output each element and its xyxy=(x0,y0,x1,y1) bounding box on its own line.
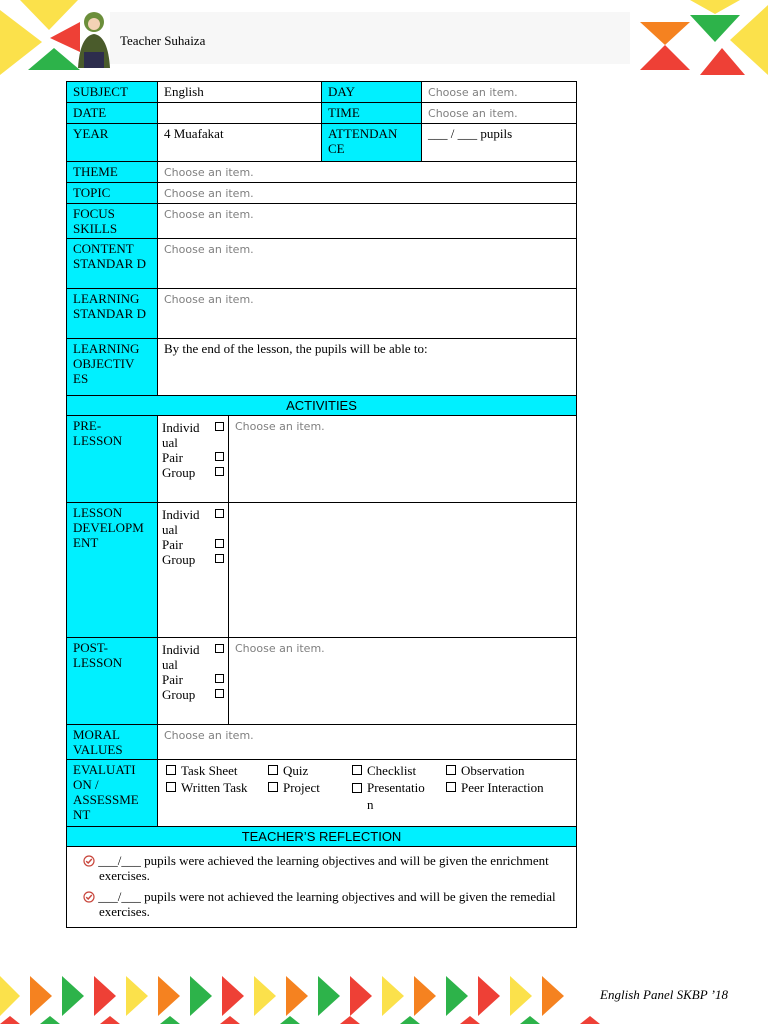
day-dropdown[interactable]: Choose an item. xyxy=(428,86,518,99)
lesson-development-content[interactable] xyxy=(229,503,577,638)
post-lesson-row xyxy=(67,638,577,725)
topic-dropdown[interactable]: Choose an item. xyxy=(164,187,254,200)
evaluation-label: EVALUATI ON / ASSESSME NT xyxy=(67,760,158,827)
focus-skills-label: FOCUS SKILLS xyxy=(67,204,158,239)
check-circle-icon xyxy=(83,891,95,903)
group-checkbox[interactable] xyxy=(215,689,224,698)
theme-row xyxy=(67,162,577,183)
checklist-checkbox[interactable] xyxy=(352,765,362,775)
lesson-plan-table xyxy=(66,81,577,928)
time-dropdown[interactable]: Choose an item. xyxy=(428,107,518,120)
date-label: DATE xyxy=(67,103,158,124)
reflection-line-enrichment: ___/___ pupils were achieved the learning objectives and will be given the enrichment exercises. xyxy=(98,853,549,883)
focus-skills-row xyxy=(67,204,577,239)
written-task-checkbox[interactable] xyxy=(166,782,176,792)
reflection-heading-row xyxy=(67,827,577,847)
footer-triangle-pattern xyxy=(0,976,600,1024)
time-label: TIME xyxy=(322,103,422,124)
evaluation-options: Task Sheet Written Task Quiz Project Checklist Presentatio n Observation Peer Interaction xyxy=(164,762,570,813)
learning-standard-row xyxy=(67,289,577,339)
pair-checkbox[interactable] xyxy=(215,674,224,683)
task-sheet-checkbox[interactable] xyxy=(166,765,176,775)
footer-text: English Panel SKBP ’18 xyxy=(600,987,728,1002)
subject-row xyxy=(67,82,577,103)
project-checkbox[interactable] xyxy=(268,782,278,792)
post-lesson-label: POST- LESSON xyxy=(67,638,158,725)
moral-values-row xyxy=(67,725,577,760)
evaluation-row xyxy=(67,760,577,827)
individual-checkbox[interactable] xyxy=(215,644,224,653)
presentation-checkbox[interactable] xyxy=(352,783,362,793)
day-label: DAY xyxy=(322,82,422,103)
topic-label: TOPIC xyxy=(67,183,158,204)
individual-checkbox[interactable] xyxy=(215,422,224,431)
group-checkbox[interactable] xyxy=(215,554,224,563)
reflection-heading: TEACHER’S REFLECTION xyxy=(67,827,577,847)
date-row xyxy=(67,103,577,124)
content-standard-dropdown[interactable]: Choose an item. xyxy=(164,243,254,256)
subject-label: SUBJECT xyxy=(67,82,158,103)
reflection-content[interactable] xyxy=(67,847,577,928)
focus-skills-dropdown[interactable]: Choose an item. xyxy=(164,208,254,221)
learning-objectives-value[interactable]: By the end of the lesson, the pupils will be able to: xyxy=(158,339,577,396)
observation-checkbox[interactable] xyxy=(446,765,456,775)
activities-heading-row xyxy=(67,396,577,416)
lesson-development-grouping: Individ ual Pair Group xyxy=(158,503,229,638)
date-value[interactable] xyxy=(158,103,322,124)
lesson-development-label: LESSON DEVELOPM ENT xyxy=(67,503,158,638)
subject-value[interactable]: English xyxy=(158,82,322,103)
reflection-row xyxy=(67,847,577,928)
activities-heading: ACTIVITIES xyxy=(67,396,577,416)
pre-lesson-label: PRE- LESSON xyxy=(67,416,158,503)
attendance-value[interactable]: ___ / ___ pupils xyxy=(422,124,577,162)
pair-checkbox[interactable] xyxy=(215,539,224,548)
content-standard-row xyxy=(67,239,577,289)
group-checkbox[interactable] xyxy=(215,467,224,476)
learning-objectives-label: LEARNING OBJECTIV ES xyxy=(67,339,158,396)
teacher-avatar-icon xyxy=(68,8,120,72)
individual-checkbox[interactable] xyxy=(215,509,224,518)
pre-lesson-dropdown[interactable]: Choose an item. xyxy=(235,420,325,433)
learning-objectives-row xyxy=(67,339,577,396)
moral-values-dropdown[interactable]: Choose an item. xyxy=(164,729,254,742)
post-lesson-dropdown[interactable]: Choose an item. xyxy=(235,642,325,655)
theme-label: THEME xyxy=(67,162,158,183)
peer-interaction-checkbox[interactable] xyxy=(446,782,456,792)
moral-values-label: MORAL VALUES xyxy=(67,725,158,760)
right-chevron-decoration xyxy=(640,0,768,75)
topic-row xyxy=(67,183,577,204)
attendance-label: ATTENDAN CE xyxy=(322,124,422,162)
pre-lesson-grouping: Individ ual Pair Group xyxy=(158,416,229,503)
lesson-development-row xyxy=(67,503,577,638)
content-standard-label: CONTENT STANDAR D xyxy=(67,239,158,289)
theme-dropdown[interactable]: Choose an item. xyxy=(164,166,254,179)
reflection-line-remedial: ___/___ pupils were not achieved the learning objectives and will be given the remedial exercises. xyxy=(98,889,556,919)
quiz-checkbox[interactable] xyxy=(268,765,278,775)
learning-standard-label: LEARNING STANDAR D xyxy=(67,289,158,339)
pair-checkbox[interactable] xyxy=(215,452,224,461)
learning-standard-dropdown[interactable]: Choose an item. xyxy=(164,293,254,306)
year-value[interactable]: 4 Muafakat xyxy=(158,124,322,162)
pre-lesson-row xyxy=(67,416,577,503)
teacher-name: Teacher Suhaiza xyxy=(120,33,206,48)
year-label: YEAR xyxy=(67,124,158,162)
year-row xyxy=(67,124,577,162)
check-circle-icon xyxy=(83,855,95,867)
post-lesson-grouping: Individ ual Pair Group xyxy=(158,638,229,725)
